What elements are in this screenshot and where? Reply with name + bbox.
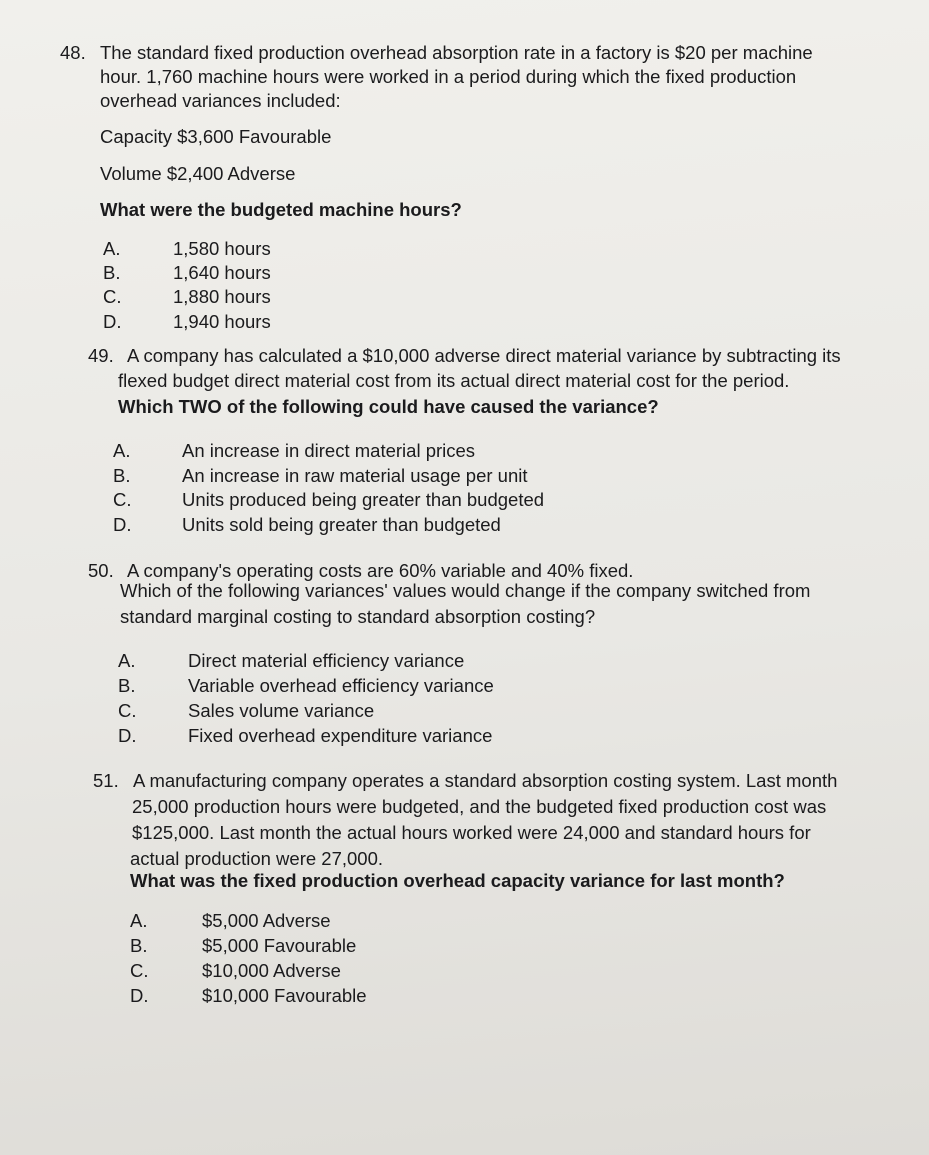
option-d[interactable]: 1,940 hours [173, 311, 271, 332]
question-text-line: Which of the following variances' values would change if the company switched from [120, 580, 811, 601]
option-letter-b: B. [118, 675, 136, 696]
option-letter-c: C. [130, 960, 149, 981]
option-c[interactable]: Units produced being greater than budgeted [182, 489, 545, 510]
option-d[interactable]: $10,000 Favourable [202, 985, 367, 1006]
option-c[interactable]: Sales volume variance [188, 700, 375, 721]
option-b[interactable]: $5,000 Favourable [202, 935, 357, 956]
option-letter-d: D. [113, 514, 132, 535]
option-letter-a: A. [118, 650, 136, 671]
question-text-line: A company's operating costs are 60% variable and 40% fixed. [127, 560, 634, 581]
option-letter-d: D. [118, 725, 137, 746]
question-text-line: standard marginal costing to standard absorption costing? [120, 606, 596, 627]
question-text-line: 25,000 production hours were budgeted, and the budgeted fixed production cost was [132, 796, 827, 817]
question-text-line: $125,000. Last month the actual hours worked were 24,000 and standard hours for [132, 822, 811, 843]
option-letter-c: C. [103, 286, 122, 307]
question-prompt: Which TWO of the following could have caused the variance? [118, 396, 659, 417]
question-number: 51. [93, 770, 119, 791]
option-letter-b: B. [130, 935, 148, 956]
option-c[interactable]: $10,000 Adverse [202, 960, 341, 981]
option-letter-b: B. [113, 465, 131, 486]
option-letter-a: A. [103, 238, 121, 259]
option-letter-d: D. [130, 985, 149, 1006]
question-text-line: A company has calculated a $10,000 adverse direct material variance by subtracting its [127, 345, 841, 366]
question-number: 50. [88, 560, 114, 581]
option-b[interactable]: An increase in raw material usage per unit [182, 465, 528, 486]
option-a[interactable]: $5,000 Adverse [202, 910, 331, 931]
option-a[interactable]: An increase in direct material prices [182, 440, 476, 461]
option-letter-a: A. [113, 440, 131, 461]
question-text-line: hour. 1,760 machine hours were worked in a period during which the fixed production [100, 66, 797, 87]
question-text-line: actual production were 27,000. [130, 848, 384, 869]
option-d[interactable]: Fixed overhead expenditure variance [188, 725, 493, 746]
option-letter-c: C. [118, 700, 137, 721]
question-number: 48. [60, 42, 86, 63]
question-prompt: What were the budgeted machine hours? [100, 199, 462, 220]
option-letter-d: D. [103, 311, 122, 332]
option-letter-b: B. [103, 262, 121, 283]
volume-variance: Volume $2,400 Adverse [100, 163, 296, 184]
option-a[interactable]: 1,580 hours [173, 238, 271, 259]
option-letter-a: A. [130, 910, 148, 931]
question-text-line: A manufacturing company operates a standard absorption costing system. Last month [133, 770, 838, 791]
capacity-variance: Capacity $3,600 Favourable [100, 126, 332, 147]
option-a[interactable]: Direct material efficiency variance [188, 650, 465, 671]
option-d[interactable]: Units sold being greater than budgeted [182, 514, 501, 535]
question-text-line: flexed budget direct material cost from its actual direct material cost for the period. [118, 370, 790, 391]
question-number: 49. [88, 345, 114, 366]
option-b[interactable]: Variable overhead efficiency variance [188, 675, 494, 696]
question-prompt: What was the fixed production overhead capacity variance for last month? [130, 870, 785, 891]
option-b[interactable]: 1,640 hours [173, 262, 271, 283]
question-text-line: The standard fixed production overhead absorption rate in a factory is $20 per machine [100, 42, 813, 63]
option-c[interactable]: 1,880 hours [173, 286, 271, 307]
question-text-line: overhead variances included: [100, 90, 341, 111]
option-letter-c: C. [113, 489, 132, 510]
